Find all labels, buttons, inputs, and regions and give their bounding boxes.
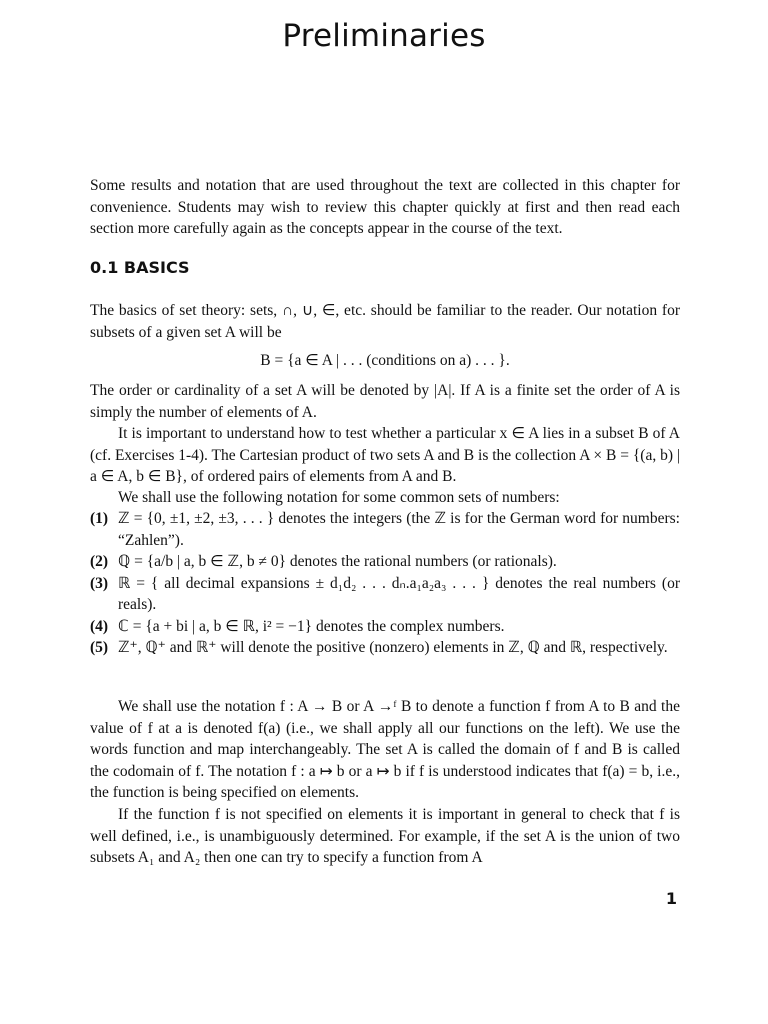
paragraph-well-defined: If the function f is not specified on elements it is important in general to check that f is well defined, i.e., is unambiguously determined. For example, if the set A is the union of two subsets A₁ and A₂ then one can try to specify a function from A <box>90 806 680 866</box>
list-item <box>90 616 680 638</box>
list-item-text: ℤ = {0, ±1, ±2, ±3, . . . } denotes the integers (the ℤ is for the German word for numbers: “Zahlen”). <box>118 510 680 549</box>
list-item-number: (5) <box>90 639 109 656</box>
list-item-text: ℂ = {a + bi | a, b ∈ ℝ, i² = −1} denotes the complex numbers. <box>118 617 505 635</box>
list-item <box>90 551 680 573</box>
section-heading: 0.1 BASICS <box>90 258 190 277</box>
list-item-text: ℝ = { all decimal expansions ± d₁d₂ . . . dₙ.a₁a₂a₃ . . . } denotes the real numbers (or reals). <box>118 574 680 613</box>
paragraph-order: The order or cardinality of a set A will be denoted by |A|. If A is a finite set the order of A is simply the number of elements of A. <box>90 382 680 421</box>
list-item <box>90 508 680 551</box>
list-item-number: (2) <box>90 553 109 570</box>
list-item-text: ℤ⁺, ℚ⁺ and ℝ⁺ will denote the positive (nonzero) elements in ℤ, ℚ and ℝ, respectively. <box>118 639 668 656</box>
chapter-title: Preliminaries <box>282 18 486 54</box>
intro-paragraph: Some results and notation that are used throughout the text are collected in this chapter for convenience. Students may wish to review this chapter quickly at first and then read each section more carefully again as the concepts appear in the course of the text. <box>90 177 680 237</box>
list-item-number: (3) <box>90 574 109 592</box>
paragraph-cartesian-product: It is important to understand how to test whether a particular x ∈ A lies in a subset B of A (cf. Exercises 1-4). The Cartesian product of two sets A and B is the collection A × B = {(a, b) | a ∈ A, b ∈ B}, of ordered pairs of elements from A and B. <box>90 425 680 485</box>
list-item <box>90 573 680 616</box>
number-sets-list <box>90 508 680 659</box>
set-builder-equation: B = {a ∈ A | . . . (conditions on a) . . . }. <box>260 352 510 369</box>
paragraph-number-sets-intro: We shall use the following notation for some common sets of numbers: <box>118 489 560 506</box>
page-number: 1 <box>665 889 677 908</box>
list-item-text: ℚ = {a/b | a, b ∈ ℤ, b ≠ 0} denotes the rational numbers (or rationals). <box>118 553 557 570</box>
list-item-number: (4) <box>90 617 109 635</box>
paragraph-functions: We shall use the notation f : A → B or A →ᶠ B to denote a function f from A to B and the value of f at a is denoted f(a) (i.e., we shall apply all our functions on the left). We use the words function and map interchangeably. The set A is called the domain of f and B is called the codomain of f. The notation f : a ↦ b or a ↦ b if f is understood indicates that f(a) = b, i.e., the function is being specified on elements. <box>90 698 680 801</box>
list-item-number: (1) <box>90 510 109 527</box>
list-item <box>90 637 680 659</box>
paragraph-set-notation: The basics of set theory: sets, ∩, ∪, ∈, etc. should be familiar to the reader. Our notation for subsets of a given set A will be <box>90 302 680 341</box>
